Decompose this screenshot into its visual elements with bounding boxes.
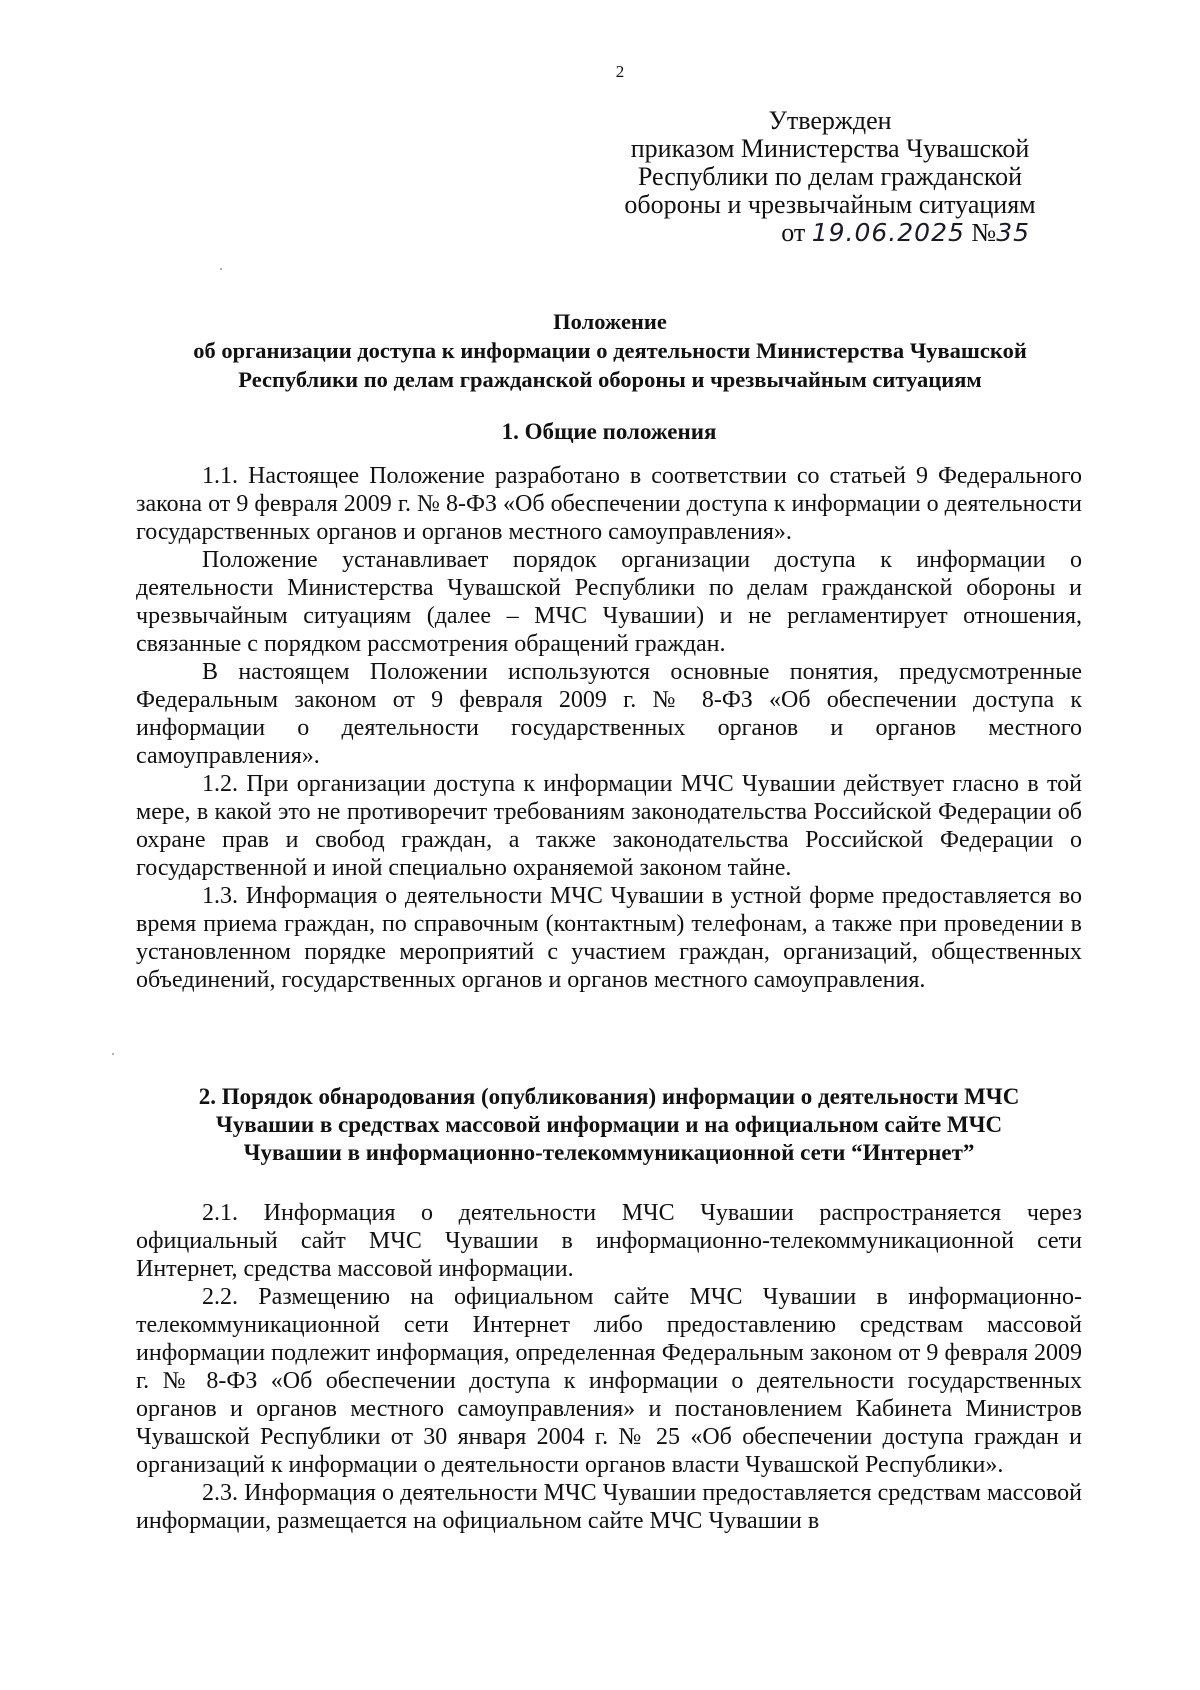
title-line-1: Положение — [553, 309, 667, 334]
handwritten-date: 19.06.2025 — [811, 218, 965, 247]
document-title — [135, 307, 1085, 394]
section-2-heading — [136, 1083, 1082, 1167]
page-number: 2 — [615, 62, 625, 81]
section-1-heading: 1. Общие положения — [501, 419, 717, 444]
paragraph-1-3: 1.3. Информация о деятельности МЧС Чувашии в устной форме предоставляется во время приема граждан, по справочным (контактным) телефонам, а также при проведении в установленном порядке мероприятий с участием граждан, организаций, общественных объединений, государственных органов и органов местного самоуправления. — [136, 883, 1082, 993]
handwritten-number: 35 — [996, 218, 1030, 247]
paragraph-2-1: 2.1. Информация о деятельности МЧС Чувашии распространяется через официальный сайт МЧС Чувашии в информационно-телекоммуникационной сети Интернет, средства массовой информации. — [136, 1200, 1082, 1282]
date-prefix: от — [781, 218, 806, 247]
section-1 — [136, 418, 1082, 994]
approval-line-2: приказом Министерства Чувашской — [630, 134, 1030, 163]
paragraph-1-2: 1.2. При организации доступа к информации МЧС Чувашии действует гласно в той мере, в какой это не противоречит требованиям законодательства Российской Федерации об охране прав и свобод граждан, а также законодательства Российской Федерации о государственной и иной специально охраняемой законом тайне. — [136, 771, 1082, 881]
paragraph-1-1-c: В настоящем Положении используются основные понятия, предусмотренные Федеральным законом от 9 февраля 2009 г. № 8-ФЗ «Об обеспечении доступа к информации о деятельности государственных органов и органов местного самоуправления». — [136, 659, 1082, 769]
title-line-2: об организации доступа к информации о деятельности Министерства Чувашской — [193, 338, 1027, 363]
section-2-heading-line-2: Чувашии в средствах массовой информации и на официальном сайте МЧС — [215, 1112, 1003, 1137]
approval-line-1: Утвержден — [768, 106, 892, 135]
paragraph-1-1-b: Положение устанавливает порядок организации доступа к информации о деятельности Министерства Чувашской Республики по делам гражданской обороны и чрезвычайным ситуациям (далее – МЧС Чувашии) и не регламентирует отношения, связанные с порядком рассмотрения обращений граждан. — [136, 547, 1082, 657]
approval-date-line — [600, 219, 1060, 247]
approval-line-4: обороны и чрезвычайным ситуациям — [624, 190, 1036, 219]
paragraph-2-3: 2.3. Информация о деятельности МЧС Чувашии предоставляется средствам массовой информации, размещается на официальном сайте МЧС Чувашии в — [136, 1480, 1082, 1534]
scan-speck — [112, 1053, 114, 1055]
section-2-heading-line-1: 2. Порядок обнародования (опубликования) информации о деятельности МЧС — [198, 1084, 1020, 1109]
title-line-3: Республики по делам гражданской обороны и чрезвычайным ситуациям — [238, 367, 982, 392]
paragraph-1-1: 1.1. Настоящее Положение разработано в соответствии со статьей 9 Федерального закона от 9 февраля 2009 г. № 8-ФЗ «Об обеспечении доступа к информации о деятельности государственных органов и органов местного самоуправления». — [136, 463, 1082, 545]
number-prefix: № — [971, 218, 997, 247]
paragraph-2-2: 2.2. Размещению на официальном сайте МЧС Чувашии в информационно-телекоммуникационной сети Интернет либо предоставлению средствам массовой информации подлежит информация, определенная Федеральным законом от 9 февраля 2009 г. № 8-ФЗ «Об обеспечении доступа к информации о деятельности государственных органов и органов местного самоуправления» и постановлением Кабинета Министров Чувашской Республики от 30 января 2004 г. № 25 «Об обеспечении доступа граждан и организаций к информации о деятельности органов власти Чувашской Республики». — [136, 1284, 1082, 1478]
scan-speck — [220, 268, 222, 270]
section-2 — [136, 1083, 1082, 1535]
approval-line-3: Республики по делам гражданской — [637, 162, 1023, 191]
section-2-heading-line-3: Чувашии в информационно-телекоммуникационной сети “Интернет” — [243, 1140, 975, 1165]
approval-stamp-block — [600, 107, 1060, 247]
